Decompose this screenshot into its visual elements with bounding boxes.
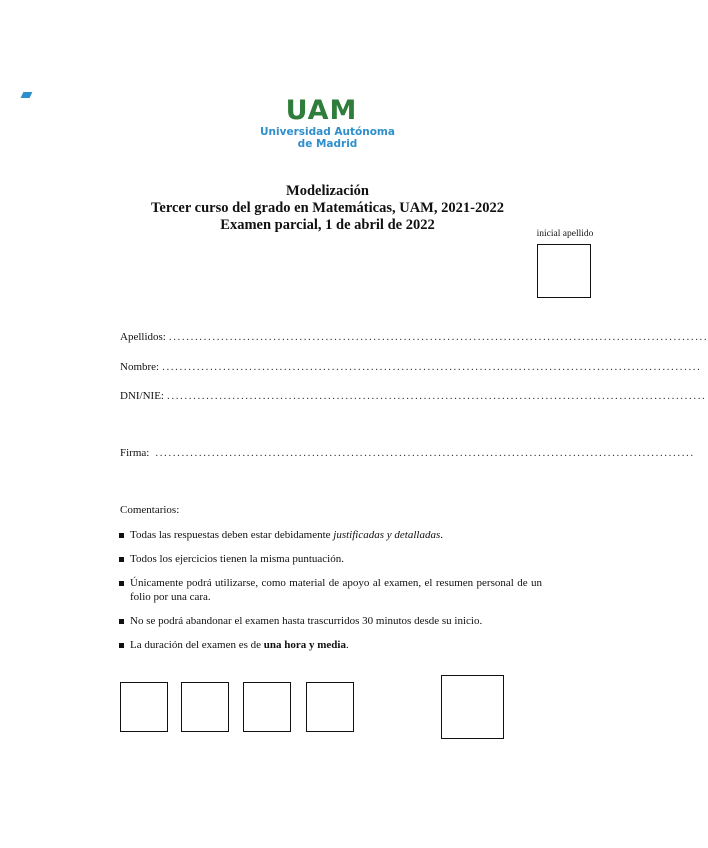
bullet-icon: [119, 581, 124, 586]
exam-date-line: Examen parcial, 1 de abril de 2022: [220, 217, 435, 233]
university-name-line2: de Madrid: [297, 138, 358, 150]
surname-field[interactable]: [120, 331, 708, 347]
list-item: Todas las respuestas deben estar debidamente justificadas y detalladas.: [118, 528, 548, 542]
dni-dotted-line[interactable]: ............................................................................................................................: [167, 390, 707, 402]
list-item: Únicamente podrá utilizarse, como material de apoyo al examen, el resumen personal de un folio por una cara.: [118, 576, 542, 604]
surname-label: Apellidos:: [120, 331, 166, 343]
bullet-icon: [119, 643, 124, 648]
comment-list: [118, 528, 548, 652]
name-dotted-line[interactable]: ............................................................................................................................: [162, 361, 702, 373]
bullet-icon: [119, 557, 124, 562]
uam-logo-mark: UAM: [285, 95, 358, 126]
initial-surname-box[interactable]: [537, 244, 591, 298]
signature-field[interactable]: [120, 447, 695, 463]
uam-logo: [0, 96, 655, 160]
score-box-3[interactable]: [243, 682, 291, 732]
comments-title: Comentarios:: [120, 504, 180, 516]
signature-label: Firma:: [120, 447, 150, 459]
surname-dotted-line[interactable]: ............................................................................................................................: [168, 331, 708, 343]
logo-accent-icon: [21, 92, 33, 98]
university-name-line1: Universidad Autónoma: [260, 126, 395, 138]
score-box-2[interactable]: [181, 682, 229, 732]
total-score-box[interactable]: [441, 675, 504, 739]
bullet-icon: [119, 533, 124, 538]
list-item: No se podrá abandonar el examen hasta trascurridos 30 minutos desde su inicio.: [118, 614, 548, 628]
list-item: Todos los ejercicios tienen la misma puntuación.: [118, 552, 548, 566]
bullet-icon: [119, 619, 124, 624]
dni-field[interactable]: [120, 390, 707, 406]
score-box-1[interactable]: [120, 682, 168, 732]
name-label: Nombre:: [120, 361, 160, 373]
initial-surname-label: inicial apellido: [536, 229, 594, 239]
signature-dotted-line[interactable]: ............................................................................................................................: [155, 447, 695, 459]
exam-header: [0, 183, 655, 234]
name-field[interactable]: [120, 361, 702, 377]
degree-line: Tercer curso del grado en Matemáticas, UAM, 2021-2022: [151, 200, 504, 216]
dni-label: DNI/NIE:: [120, 390, 164, 402]
course-title: Modelización: [286, 183, 369, 199]
list-item: La duración del examen es de una hora y media.: [118, 638, 548, 652]
score-box-4[interactable]: [306, 682, 354, 732]
